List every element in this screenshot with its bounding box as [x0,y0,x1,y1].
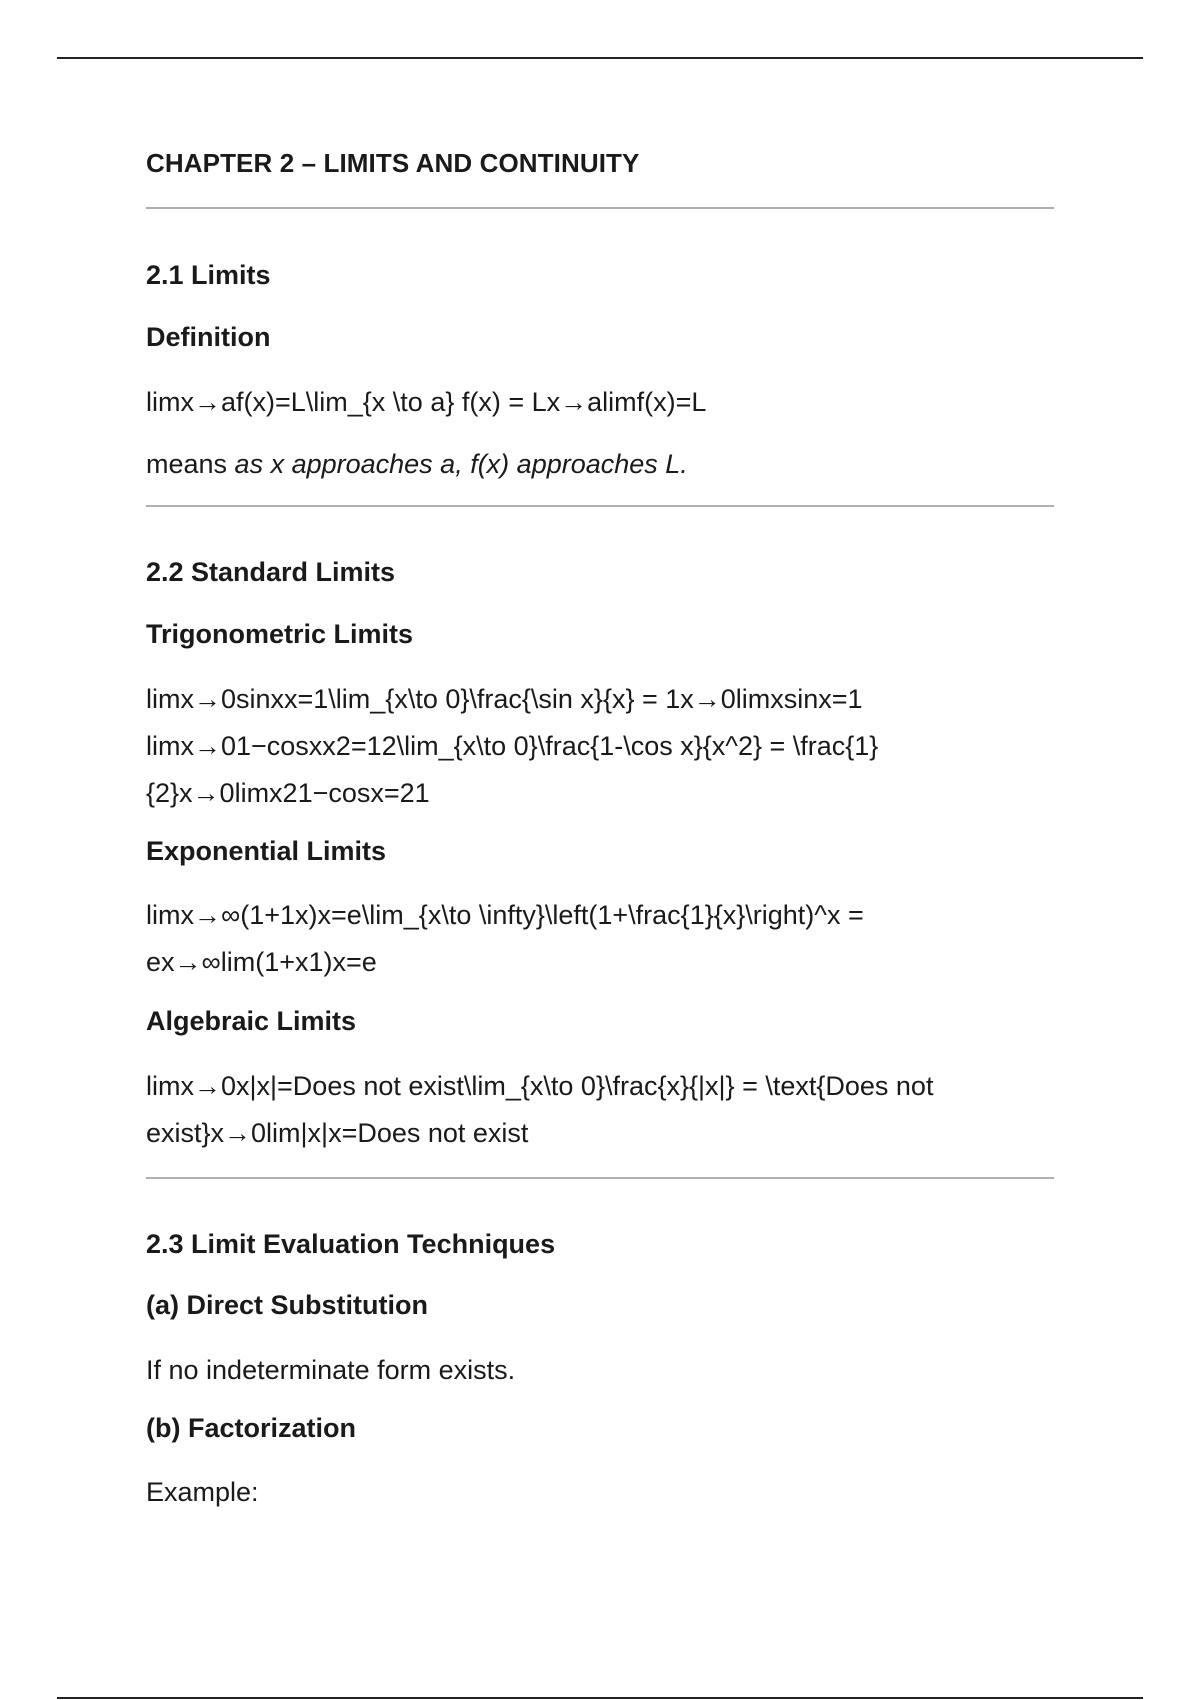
page-bottom-rule [57,1697,1143,1699]
factorization-example-label: Example: [146,1477,259,1507]
section-divider [146,1177,1054,1179]
trig-limits-heading: Trigonometric Limits [146,619,414,649]
alg-limits-heading: Algebraic Limits [146,1006,357,1036]
trig-formula-2-line-1: limx→01−cosxx2=12\lim_{x\to 0}\frac{1-\cos x}{x^2} = \frac{1} [146,731,879,761]
meaning-prefix: means [146,449,235,479]
page-top-rule [57,57,1143,59]
alg-formula-line-1: limx→0x|x|=Does not exist\lim_{x\to 0}\frac{x}{|x|} = \text{Does not [146,1071,934,1101]
exp-formula-line-2: ex→∞lim(1+x1)x=e [146,947,377,977]
section-heading-2-2: 2.2 Standard Limits [146,557,396,587]
section-heading-2-1: 2.1 Limits [146,260,271,290]
exp-formula-line-1: limx→∞(1+1x)x=e\lim_{x\to \infty}\left(1+\frac{1}{x}\right)^x = [146,900,864,930]
direct-substitution-heading: (a) Direct Substitution [146,1290,428,1320]
chapter-title: CHAPTER 2 – LIMITS AND CONTINUITY [146,148,640,178]
alg-formula-line-2: exist}x→0lim|x|x=Does not exist [146,1118,529,1148]
exp-limits-heading: Exponential Limits [146,836,387,866]
meaning-italic: as x approaches a, f(x) approaches L. [234,449,688,479]
section-divider [146,207,1054,209]
trig-formula-1: limx→0sinxx=1\lim_{x\to 0}\frac{\sin x}{x} = 1x→0limxsinx=1 [146,684,863,714]
definition-formula: limx→af(x)=L\lim_{x \to a} f(x) = Lx→alimf(x)=L [146,387,707,417]
section-heading-2-3: 2.3 Limit Evaluation Techniques [146,1229,556,1259]
trig-formula-2-line-2: {2}x→0limx21−cosx=21 [146,778,430,808]
definition-meaning [146,441,688,488]
definition-heading: Definition [146,322,271,352]
direct-substitution-text: If no indeterminate form exists. [146,1355,516,1385]
factorization-heading: (b) Factorization [146,1413,356,1443]
section-divider [146,505,1054,507]
